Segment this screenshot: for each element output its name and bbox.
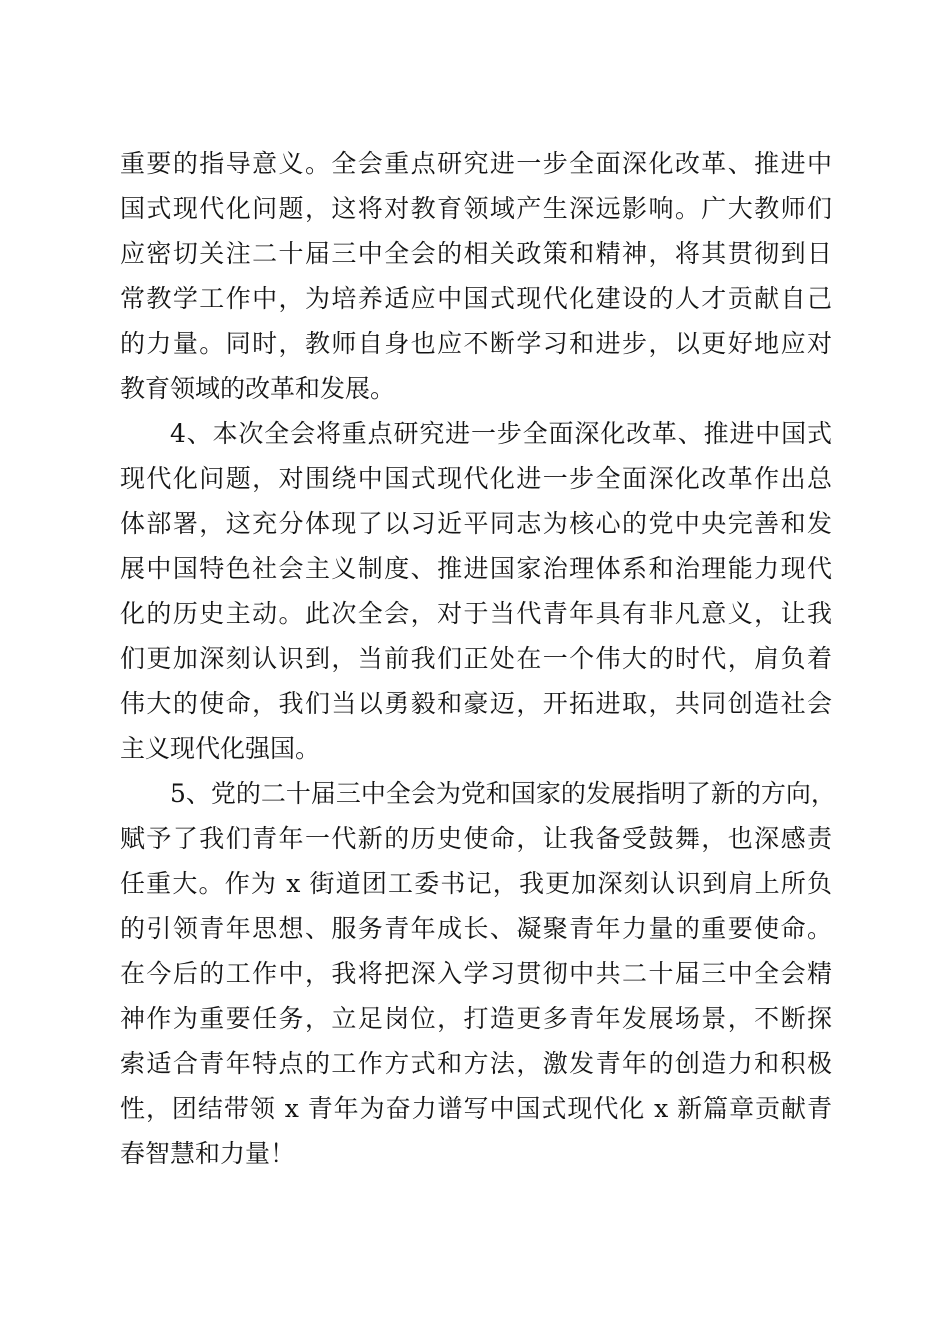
paragraph-4-line: 化的历史主动。此次全会，对于当代青年具有非凡意义，让我 (120, 599, 832, 628)
paragraph-5-line: 在今后的工作中，我将把深入学习贯彻中共二十届三中全会精 (120, 959, 832, 988)
paragraph-4-line: 体部署，这充分体现了以习近平同志为核心的党中央完善和发 (120, 509, 832, 538)
paragraph-3-line: 常教学工作中，为培养适应中国式现代化建设的人才贡献自己 (120, 284, 832, 313)
paragraph-5-line: 5、党的二十届三中全会为党和国家的发展指明了新的方向， (170, 779, 836, 808)
paragraph-3-line: 的力量。同时，教师自身也应不断学习和进步，以更好地应对 (120, 329, 832, 358)
paragraph-5-line: 的引领青年思想、服务青年成长、凝聚青年力量的重要使命。 (120, 914, 832, 943)
paragraph-3-line: 教育领域的改革和发展。 (120, 374, 396, 403)
paragraph-5-line: 赋予了我们青年一代新的历史使命，让我备受鼓舞，也深感责 (120, 824, 832, 853)
paragraph-5-line: 索适合青年特点的工作方式和方法，激发青年的创造力和积极 (120, 1049, 832, 1078)
paragraph-4-line: 主义现代化强国。 (120, 734, 321, 763)
paragraph-4-line: 们更加深刻认识到，当前我们正处在一个伟大的时代，肩负着 (120, 644, 832, 673)
paragraph-4-line: 伟大的使命，我们当以勇毅和豪迈，开拓进取，共同创造社会 (120, 689, 832, 718)
paragraph-3-line: 应密切关注二十届三中全会的相关政策和精神，将其贯彻到日 (120, 239, 832, 268)
paragraph-4-line: 现代化问题，对围绕中国式现代化进一步全面深化改革作出总 (120, 464, 832, 493)
paragraph-5-line: 神作为重要任务，立足岗位，打造更多青年发展场景，不断探 (120, 1004, 832, 1033)
paragraph-3-line: 重要的指导意义。全会重点研究进一步全面深化改革、推进中 (120, 149, 832, 178)
paragraph-4-line: 4、本次全会将重点研究进一步全面深化改革、推进中国式 (170, 419, 832, 448)
paragraph-5-line: 任重大。作为 x 街道团工委书记，我更加深刻认识到肩上所负 (120, 869, 832, 898)
paragraph-5-line: 性，团结带领 x 青年为奋力谱写中国式现代化 x 新篇章贡献青 (120, 1094, 832, 1123)
paragraph-3-line: 国式现代化问题，这将对教育领域产生深远影响。广大教师们 (120, 194, 832, 223)
paragraph-5-line: 春智慧和力量！ (120, 1139, 296, 1168)
paragraph-4-line: 展中国特色社会主义制度、推进国家治理体系和治理能力现代 (120, 554, 832, 583)
